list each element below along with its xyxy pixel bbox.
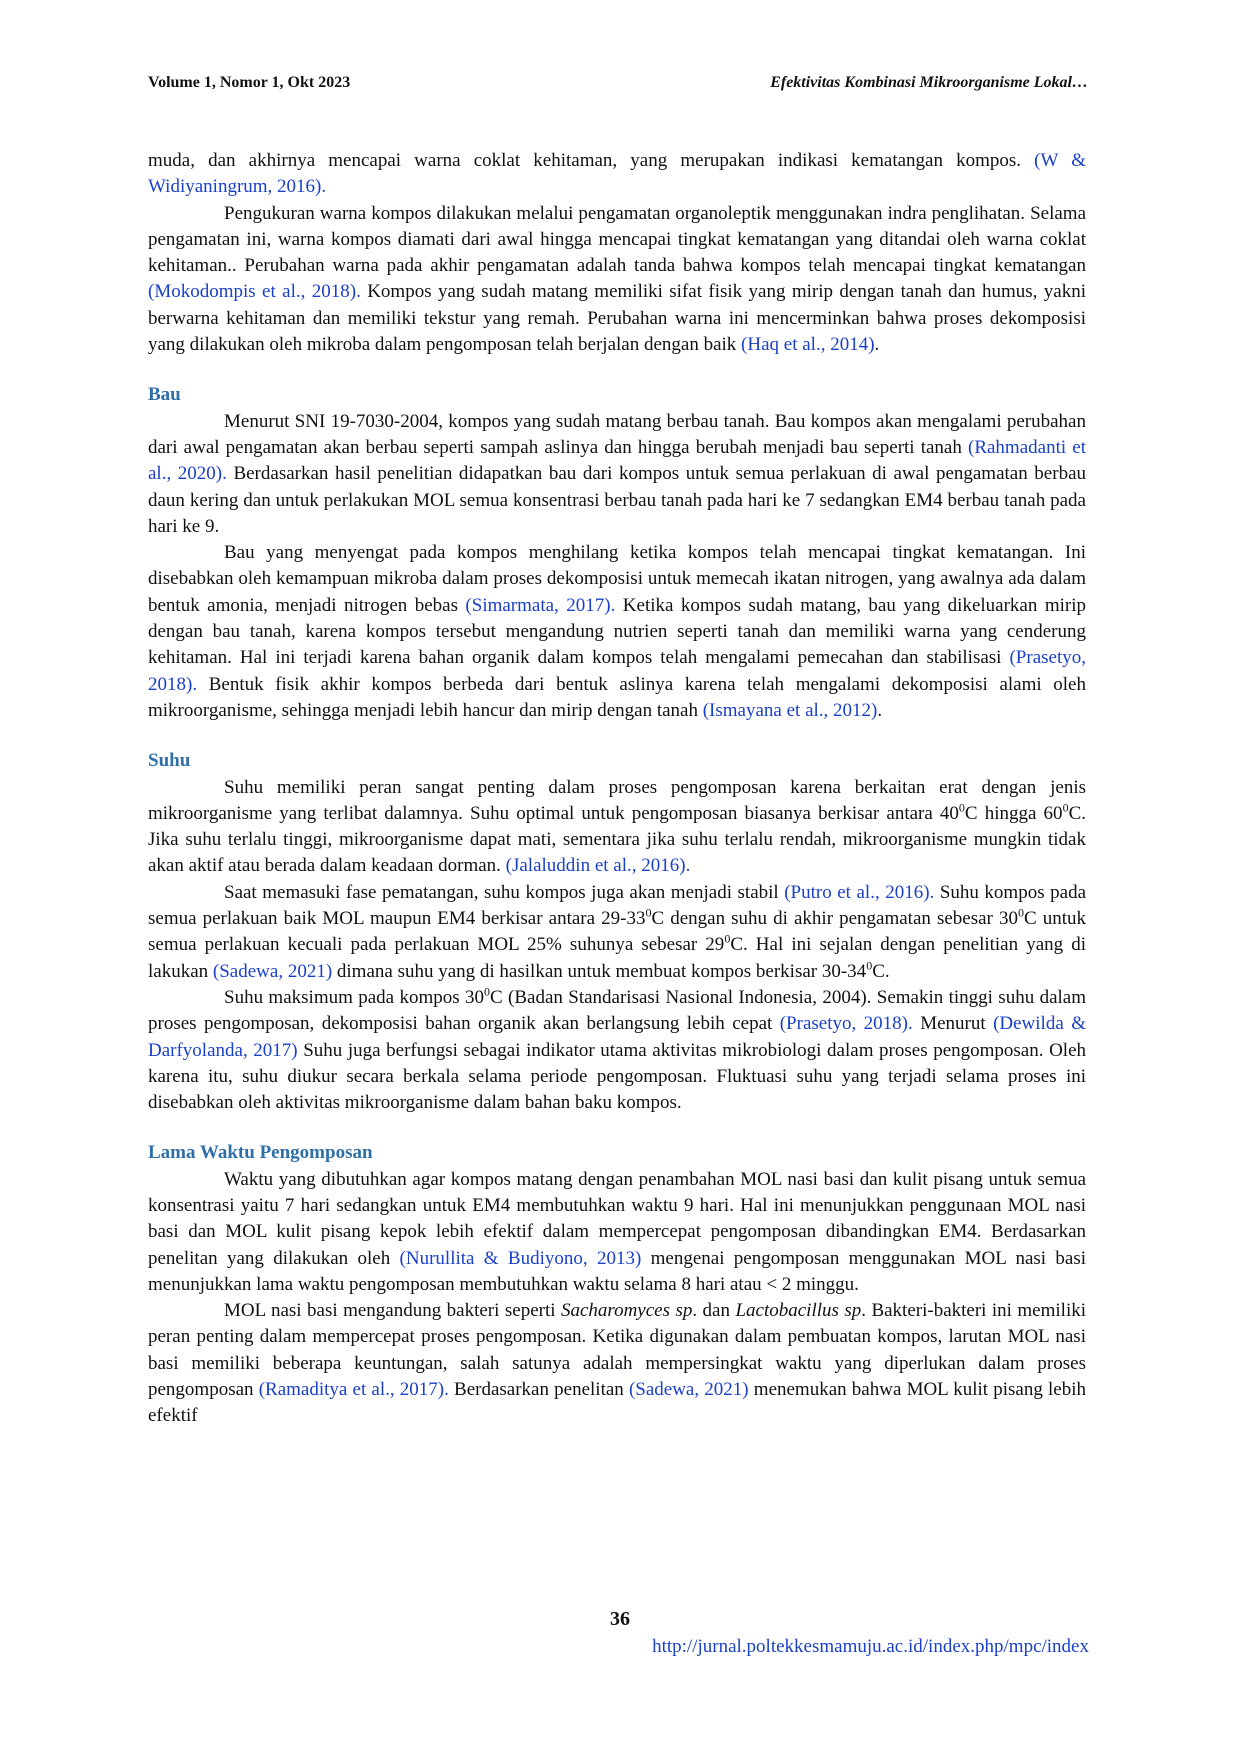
citation-link[interactable]: (Ramaditya et al., 2017). (258, 1379, 449, 1401)
text: C (Badan Standarisasi Nasional Indonesia, 2004). Semakin tinggi suhu dalam proses pengomposan, dekomposisi bahan organik akan berlangsung lebih cepat (148, 986, 1086, 1035)
superscript: 0 (1017, 905, 1024, 920)
citation-link[interactable]: (Jalaluddin et al., 2016). (505, 855, 691, 877)
text: Bau yang menyengat pada kompos menghilang ketika kompos telah mencapai tingkat kematangan. Ini disebabkan oleh kemampuan mikroba dalam proses dekomposisi untuk memecah ikatan nitrogen, yang awalnya ada dalam bentuk amonia, menjadi nitrogen bebas (148, 542, 1086, 616)
paragraph (148, 540, 1086, 724)
text: C hingga 60 (964, 802, 1063, 824)
superscript: 0 (1062, 800, 1069, 815)
superscript: 0 (724, 931, 731, 946)
page-number: 36 (610, 1608, 630, 1630)
section-heading-suhu: Suhu (148, 750, 191, 772)
text: C. (872, 960, 890, 982)
text: Suhu memiliki peran sangat penting dalam proses pengomposan karena berkaitan erat dengan jenis mikroorganisme yang terlibat dalamnya. Suhu optimal untuk pengomposan biasanya berkisar antara 40 (148, 776, 1086, 824)
text: mengenai pengomposan menggunakan MOL nasi basi menunjukkan lama waktu pengomposan membutuhkan waktu selama 8 hari atau < 2 minggu. (148, 1247, 1086, 1295)
journal-url-link[interactable]: http://jurnal.poltekkesmamuju.ac.id/index.php/mpc/index (652, 1636, 1089, 1657)
text: . (877, 699, 883, 721)
text: dimana suhu yang di hasilkan untuk membuat kompos berkisar 30-34 (332, 960, 867, 982)
text: Pengukuran warna kompos dilakukan melalui pengamatan organoleptik menggunakan indra penglihatan. Selama pengamatan ini, warna kompos diamati dari awal hingga mencapai tingkat kematangan yang ditandai oleh warna coklat kehitaman.. Perubahan warna pada akhir pengamatan adalah tanda bahwa kompos telah mencapai tingkat kematangan (148, 202, 1086, 277)
text: C dengan suhu di akhir pengamatan sebesar 30 (651, 908, 1018, 930)
text: Suhu maksimum pada kompos 30 (224, 986, 484, 1008)
citation-link[interactable]: (Prasetyo, 2018). (779, 1013, 913, 1035)
species-name: Sacharomyces sp (560, 1300, 693, 1322)
text: C. Hal ini sejalan dengan penelitian yang di lakukan (148, 934, 1086, 982)
citation-link[interactable]: (Simarmata, 2017). (465, 594, 616, 616)
text: . (874, 334, 880, 356)
running-header-title: Efektivitas Kombinasi Mikroorganisme Lokal… (770, 74, 1088, 91)
text: Menurut (912, 1013, 994, 1035)
text: Saat memasuki fase pematangan, suhu kompos juga akan menjadi stabil (224, 881, 785, 903)
species-name: Lactobacillus sp (735, 1300, 862, 1322)
superscript: 0 (866, 958, 873, 973)
superscript: 0 (645, 905, 652, 920)
paragraph (148, 409, 1086, 540)
paragraph (148, 1298, 1086, 1429)
text: . dan (692, 1300, 736, 1322)
citation-link[interactable]: (Dewilda & Darfyolanda, 2017) (148, 1013, 1086, 1061)
paragraph (148, 985, 1086, 1116)
text: Kompos yang sudah matang memiliki sifat fisik yang mirip dengan tanah dan humus, yakni berwarna kehitaman dan memiliki tekstur yang remah. Perubahan warna ini mencerminkan bahwa proses dekomposisi yang dilakukan oleh mikroba dalam pengomposan telah berjalan dengan baik (148, 281, 1086, 356)
paragraph (148, 775, 1086, 880)
text: Ketika kompos sudah matang, bau yang dikeluarkan mirip dengan bau tanah, karena kompos tersebut mengandung nutrien seperti tanah dan memiliki warna yang cenderung kehitaman. Hal ini terjadi karena bahan organik dalam kompos telah mengalami pemecahan dan stabilisasi (148, 594, 1086, 669)
text: Bentuk fisik akhir kompos berbeda dari bentuk aslinya karena telah mengalami dekomposisi alami oleh mikroorganisme, sehingga menjadi lebih hancur dan mirip dengan tanah (148, 673, 1086, 721)
superscript: 0 (484, 984, 490, 999)
text: Berdasarkan hasil penelitian didapatkan bau dari kompos untuk semua perlakuan di awal pengamatan berbau daun kering dan untuk perlakukan MOL semua konsentrasi berbau tanah pada hari ke 7 sedangkan EM4 berbau tanah pada hari ke 9. (148, 463, 1087, 537)
text: Suhu kompos pada semua perlakuan baik MOL maupun EM4 berkisar antara 29-33 (148, 881, 1086, 930)
citation-link[interactable]: (Prasetyo, 2018). (148, 647, 1086, 695)
running-header-volume: Volume 1, Nomor 1, Okt 2023 (148, 74, 351, 91)
text: . Bakteri-bakteri ini memiliki peran penting dalam mempercepat proses pengomposan. Ketika digunakan dalam pembuatan kompos, larutan MOL nasi basi memiliki beberapa keuntungan, salah satunya adalah mempersingkat waktu yang diperlukan dalam proses pengomposan (148, 1300, 1087, 1401)
text: menemukan bahwa MOL kulit pisang lebih efektif (148, 1379, 1087, 1427)
citation-link[interactable]: (Ismayana et al., 2012) (702, 699, 878, 721)
citation-link[interactable]: (Putro et al., 2016). (784, 881, 935, 903)
citation-link[interactable]: (Sadewa, 2021) (628, 1379, 749, 1401)
paragraph (148, 1167, 1086, 1298)
text: C. Jika suhu terlalu tinggi, mikroorganisme dapat mati, sementara jika suhu terlalu rendah, mikroorganisme mungkin tidak akan aktif atau berada dalam keadaan dorman. (148, 802, 1086, 877)
citation-link[interactable]: (Haq et al., 2014) (741, 334, 875, 356)
citation-link[interactable]: (Rahmadanti et al., 2020). (148, 436, 1086, 485)
citation-link[interactable]: (Mokodompis et al., 2018). (148, 281, 361, 303)
paragraph (148, 148, 1086, 201)
text: MOL nasi basi mengandung bakteri seperti (224, 1300, 561, 1322)
superscript: 0 (958, 800, 965, 815)
paragraph (148, 880, 1086, 985)
section-heading-bau: Bau (148, 384, 181, 406)
text: Suhu juga berfungsi sebagai indikator utama aktivitas mikrobiologi dalam proses pengomposan. Oleh karena itu, suhu diukur secara berkala selama periode pengomposan. Fluktuasi suhu yang terjadi selama proses ini disebabkan oleh aktivitas mikroorganisme dalam bahan baku kompos. (148, 1039, 1087, 1114)
text: C untuk semua perlakuan kecuali pada perlakuan MOL 25% suhunya sebesar 29 (148, 908, 1086, 956)
text: Waktu yang dibutuhkan agar kompos matang dengan penambahan MOL nasi basi dan kulit pisang untuk semua konsentrasi yaitu 7 hari sedangkan untuk EM4 membutuhkan waktu 9 hari. Hal ini menunjukkan penggunaan MOL nasi basi dan MOL kulit pisang kepok lebih efektif dalam mempercepat pengomposan dibandingkan EM4. Berdasarkan penelitan yang dilakukan oleh (148, 1168, 1086, 1269)
citation-link[interactable]: (Sadewa, 2021) (212, 960, 333, 982)
section-heading-lama-waktu: Lama Waktu Pengomposan (148, 1142, 373, 1164)
text: Menurut SNI 19-7030-2004, kompos yang sudah matang berbau tanah. Bau kompos akan mengalami perubahan dari awal pengamatan akan berbau seperti sampah aslinya dan hingga berubah menjadi bau seperti tanah (148, 410, 1086, 458)
citation-link[interactable]: (W & Widiyaningrum, 2016). (148, 150, 1086, 198)
text: Berdasarkan penelitan (448, 1379, 629, 1401)
text: muda, dan akhirnya mencapai warna coklat kehitaman, yang merupakan indikasi kematangan kompos. (148, 150, 1035, 171)
paragraph (148, 201, 1086, 359)
citation-link[interactable]: (Nurullita & Budiyono, 2013) (399, 1247, 642, 1269)
article-body (148, 148, 1086, 1430)
